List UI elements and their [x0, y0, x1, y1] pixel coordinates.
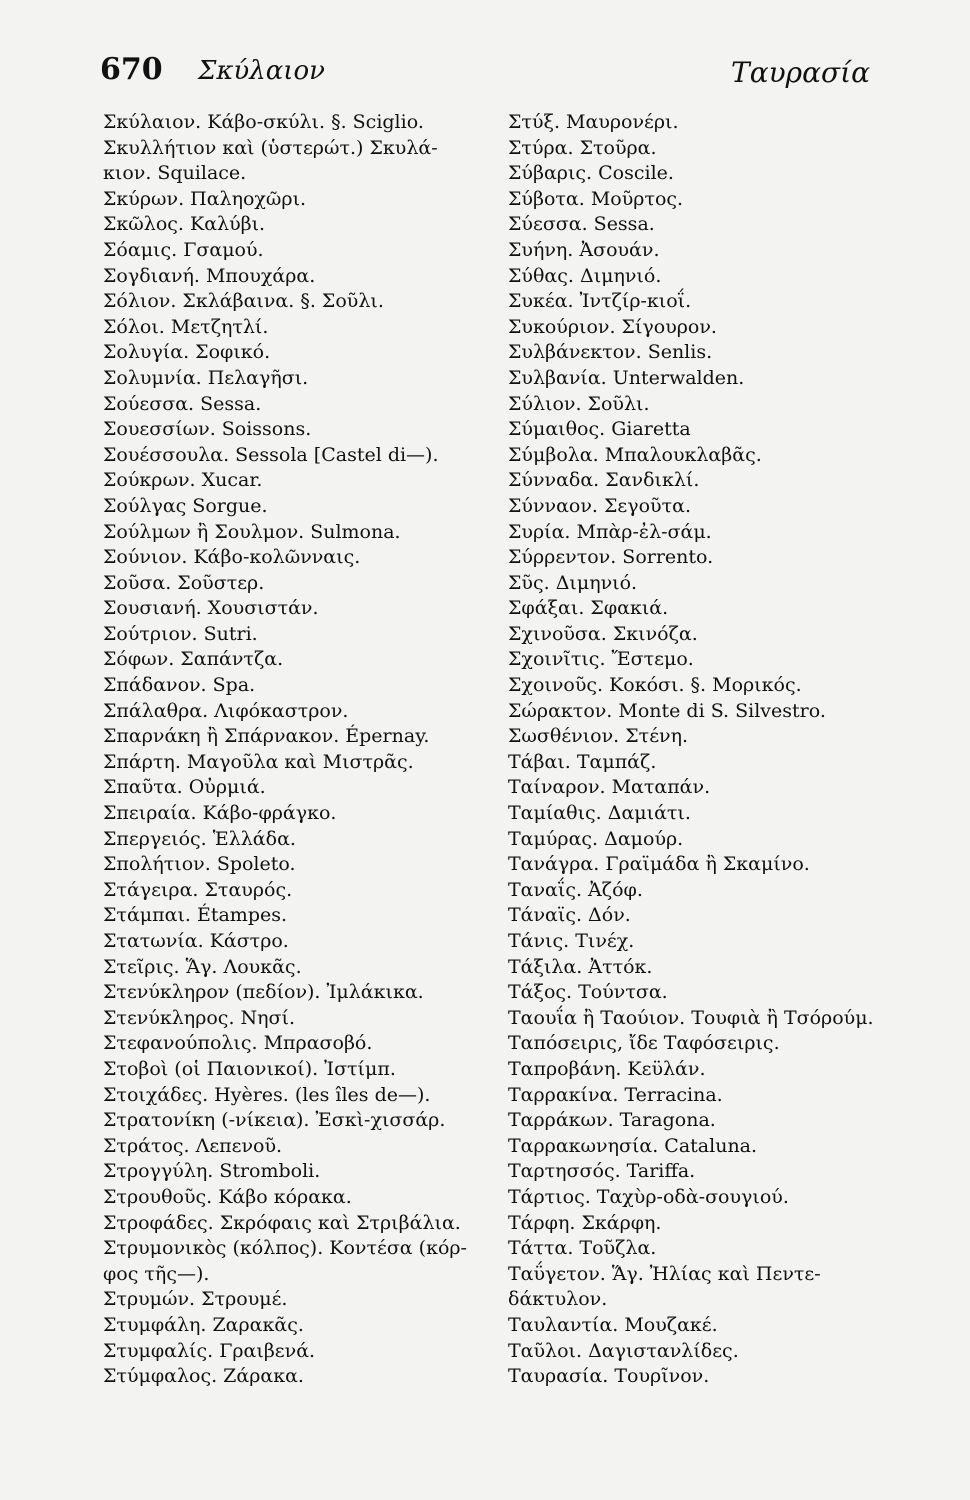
- dictionary-entry-line: Συλβανία. Unterwalden.: [508, 366, 745, 389]
- dictionary-entry-line: Σόαμις. Γσαμού.: [103, 238, 264, 261]
- dictionary-entry-line: Ταρρακίνα. Terracina.: [508, 1083, 723, 1106]
- dictionary-entry-line: Στυμφαλίς. Γραιβενά.: [103, 1339, 316, 1362]
- dictionary-entry-line: Τάξιλα. Ἀττόκ.: [508, 955, 653, 978]
- dictionary-entry-line: Ταῦλοι. Δαγιστανλίδες.: [508, 1339, 739, 1362]
- dictionary-entry-line: Σκύρων. Παληοχῶρι.: [103, 187, 307, 210]
- dictionary-entry-line: Σύνναδα. Σανδικλί.: [508, 469, 700, 492]
- dictionary-entry-line: Σουέσσουλα. Sessola [Castel di—).: [103, 443, 439, 466]
- dictionary-entry-line: Ταρρακωνησία. Cataluna.: [508, 1134, 758, 1157]
- dictionary-entry-line: φος τῆς—).: [103, 1262, 210, 1285]
- dictionary-entry-line: Σύλιον. Σοῦλι.: [508, 392, 650, 415]
- dictionary-entry-line: Τάβαι. Ταμπάζ.: [508, 750, 657, 773]
- dictionary-entry-line: Σχοινῖτις. Ἔστεμο.: [508, 648, 694, 671]
- right-running-head: Ταυρασία: [731, 56, 870, 89]
- dictionary-entry-line: Σόφων. Σαπάντζα.: [103, 648, 284, 671]
- dictionary-entry-line: Σολυγία. Σοφικό.: [103, 341, 271, 364]
- dictionary-entry-line: Σούτριον. Sutri.: [103, 622, 258, 645]
- dictionary-entry-line: Σογδιανή. Μπουχάρα.: [103, 264, 316, 287]
- dictionary-entry-line: Σούλμων ἢ Σουλμον. Sulmona.: [103, 520, 401, 543]
- dictionary-entry-line: δάκτυλον.: [508, 1288, 608, 1311]
- dictionary-entry-line: Συλβάνεκτον. Senlis.: [508, 341, 713, 364]
- dictionary-entry-line: Σοῦσα. Σοῦστερ.: [103, 571, 265, 594]
- dictionary-entry-line: Ταίναρον. Ματαπάν.: [508, 776, 711, 799]
- dictionary-entry-line: Σύμαιθος. Giaretta: [508, 418, 691, 441]
- dictionary-entry-line: Στροφάδες. Σκρόφαις καὶ Στριβάλια.: [103, 1211, 461, 1234]
- dictionary-entry-line: Σῦς. Διμηνιό.: [508, 571, 638, 594]
- dictionary-entry-line: Σπάλαθρα. Λιφόκαστρον.: [103, 699, 349, 722]
- dictionary-entry-line: Ταΰγετον. Ἅγ. Ἠλίας καὶ Πεντε-: [508, 1262, 821, 1285]
- dictionary-entry-line: Ταρράκων. Taragona.: [508, 1109, 716, 1132]
- dictionary-entry-line: Στράτος. Λεπενοῦ.: [103, 1134, 283, 1157]
- dictionary-entry-line: Σουσιανή. Χουσιστάν.: [103, 597, 319, 620]
- dictionary-entry-line: Σύβοτα. Μοῦρτος.: [508, 187, 684, 210]
- dictionary-entry-line: Συκούριον. Σίγουρον.: [508, 315, 717, 338]
- dictionary-entry-line: Ταπροβάνη. Κεϋλάν.: [508, 1057, 706, 1080]
- dictionary-entry-line: Σπαρνάκη ἢ Σπάρνακον. Épernay.: [103, 725, 430, 748]
- dictionary-entry-line: Τανάγρα. Γραϊμάδα ἢ Σκαμίνο.: [508, 853, 810, 876]
- dictionary-entry-line: Στρογγύλη. Stromboli.: [103, 1160, 321, 1183]
- dictionary-entry-line: Στάμπαι. Étampes.: [103, 904, 288, 927]
- dictionary-entry-line: Ταρτησσός. Tariffa.: [508, 1160, 696, 1183]
- dictionary-entry-line: Σύεσσα. Sessa.: [508, 213, 655, 236]
- page-header: [100, 52, 870, 96]
- dictionary-entry-line: Ταναΐς. Ἀζόφ.: [508, 878, 643, 901]
- dictionary-entry-line: Τάξος. Τούντσα.: [508, 981, 668, 1004]
- dictionary-entry-line: Σόλιον. Σκλάβαινα. §. Σοῦλι.: [103, 290, 384, 313]
- dictionary-entry-line: Ταμίαθις. Δαμιάτι.: [508, 802, 691, 825]
- dictionary-entry-line: Στενύκληρον (πεδίον). Ἰμλάκικα.: [103, 981, 424, 1004]
- dictionary-entry-line: Συκέα. Ἰντζίρ-κιοΐ.: [508, 290, 692, 313]
- dictionary-entry-line: Σπάδανον. Spa.: [103, 674, 256, 697]
- dictionary-entry-line: Σύθας. Διμηνιό.: [508, 264, 662, 287]
- dictionary-entry-line: Τάττα. Τοῦζλα.: [508, 1237, 657, 1260]
- dictionary-entry-line: Ταυρασία. Τουρῖνον.: [508, 1365, 710, 1388]
- dictionary-entry-line: Σούλγας Sorgue.: [103, 494, 268, 517]
- dictionary-entry-line: Στοβοὶ (οἱ Παιονικοί). Ἰστίμπ.: [103, 1057, 396, 1080]
- dictionary-entry-line: Στοιχάδες. Hyères. (les îles de—).: [103, 1083, 431, 1106]
- dictionary-entry-line: Σκῶλος. Καλύβι.: [103, 213, 266, 236]
- page-number: 670: [100, 52, 163, 87]
- dictionary-entry-line: Τάρφη. Σκάρφη.: [508, 1211, 662, 1234]
- dictionary-entry-line: Στεῖρις. Ἅγ. Λουκᾶς.: [103, 955, 302, 978]
- dictionary-entry-line: Σπολήτιον. Spoleto.: [103, 853, 296, 876]
- dictionary-entry-line: Σχοινοῦς. Κοκόσι. §. Μορικός.: [508, 674, 802, 697]
- dictionary-entry-line: Σύρρεντον. Sorrento.: [508, 546, 714, 569]
- dictionary-entry-line: Τάρτιος. Ταχὺρ-οδὰ-σουγιού.: [508, 1185, 789, 1208]
- dictionary-entry-line: Σπάρτη. Μαγοῦλα καὶ Μιστρᾶς.: [103, 750, 414, 773]
- dictionary-entry-line: Στύμφαλος. Ζάρακα.: [103, 1365, 304, 1388]
- dictionary-entry-line: Τάναϊς. Δόν.: [508, 904, 631, 927]
- dictionary-entry-line: κιον. Squilace.: [103, 162, 247, 185]
- dictionary-entry-line: Συήνη. Ἀσουάν.: [508, 238, 660, 261]
- dictionary-entry-line: Σπαῦτα. Οὐρμιά.: [103, 776, 266, 799]
- dictionary-entry-line: Στρυμονικὸς (κόλπος). Κοντέσα (κόρ-: [103, 1237, 467, 1260]
- left-running-head: Σκύλαιον: [198, 56, 325, 86]
- dictionary-entry-line: Στατωνία. Κάστρο.: [103, 930, 289, 952]
- dictionary-entry-line: Στρουθοῦς. Κάβο κόρακα.: [103, 1185, 352, 1208]
- dictionary-entry-line: Στρατονίκη (-νίκεια). Ἐσκὶ-χισσάρ.: [103, 1109, 446, 1132]
- dictionary-entry-line: Σύμβολα. Μπαλουκλαβᾶς.: [508, 443, 762, 466]
- right-column: [508, 110, 918, 1390]
- dictionary-entry-line: Τάνις. Τινέχ.: [508, 930, 635, 952]
- dictionary-entry-line: Στεφανούπολις. Μπρασοβό.: [103, 1032, 373, 1055]
- dictionary-entry-line: Ταουΐα ἢ Ταούιον. Τουφιὰ ἢ Τσόρούμ.: [508, 1006, 874, 1029]
- dictionary-entry-line: Σχινοῦσα. Σκινόζα.: [508, 622, 698, 645]
- dictionary-entry-line: Σώρακτον. Monte di S. Silvestro.: [508, 699, 826, 722]
- dictionary-entry-line: Σωσθένιον. Στένη.: [508, 725, 689, 748]
- dictionary-entry-line: Σπεργειός. Ἑλλάδα.: [103, 827, 296, 850]
- dictionary-entry-line: Σύβαρις. Coscile.: [508, 162, 674, 185]
- dictionary-entry-line: Σφάξαι. Σφακιά.: [508, 597, 669, 620]
- dictionary-entry-line: Σουεσσίων. Soissons.: [103, 418, 312, 441]
- dictionary-entry-line: Σούεσσα. Sessa.: [103, 392, 262, 415]
- dictionary-entry-line: Σόλοι. Μετζητλί.: [103, 315, 269, 338]
- dictionary-entry-line: Σούκρων. Xucar.: [103, 469, 263, 492]
- left-column: [103, 110, 498, 1390]
- dictionary-entry-line: Στύρα. Στοῦρα.: [508, 136, 657, 159]
- dictionary-entry-line: Συρία. Μπὰρ-ἐλ-σάμ.: [508, 520, 712, 543]
- dictionary-entry-line: Στυμφάλη. Ζαρακᾶς.: [103, 1313, 304, 1336]
- dictionary-entry-line: Ταμύρας. Δαμούρ.: [508, 827, 684, 850]
- dictionary-entry-line: Σολυμνία. Πελαγῆσι.: [103, 366, 309, 389]
- dictionary-entry-line: Σπειραία. Κάβο-φράγκο.: [103, 802, 337, 825]
- dictionary-entry-line: Στρυμών. Στρουμέ.: [103, 1288, 288, 1311]
- dictionary-entry-line: Στύξ. Μαυρονέρι.: [508, 111, 679, 133]
- dictionary-entry-line: Σκύλαιον. Κάβο-σκύλι. §. Sciglio.: [103, 111, 424, 133]
- dictionary-entry-line: Ταυλαντία. Μουζακέ.: [508, 1313, 718, 1336]
- dictionary-entry-line: Στενύκληρος. Νησί.: [103, 1006, 295, 1029]
- dictionary-entry-line: Ταπόσειρις, ἴδε Ταφόσειρις.: [508, 1032, 780, 1055]
- dictionary-entry-line: Σκυλλήτιον καὶ (ὑστερώτ.) Σκυλά-: [103, 136, 438, 159]
- dictionary-entry-line: Στάγειρα. Σταυρός.: [103, 878, 293, 901]
- dictionary-entry-line: Σούνιον. Κάβο-κολῶνναις.: [103, 546, 361, 569]
- dictionary-entry-line: Σύνναον. Σεγοῦτα.: [508, 494, 691, 517]
